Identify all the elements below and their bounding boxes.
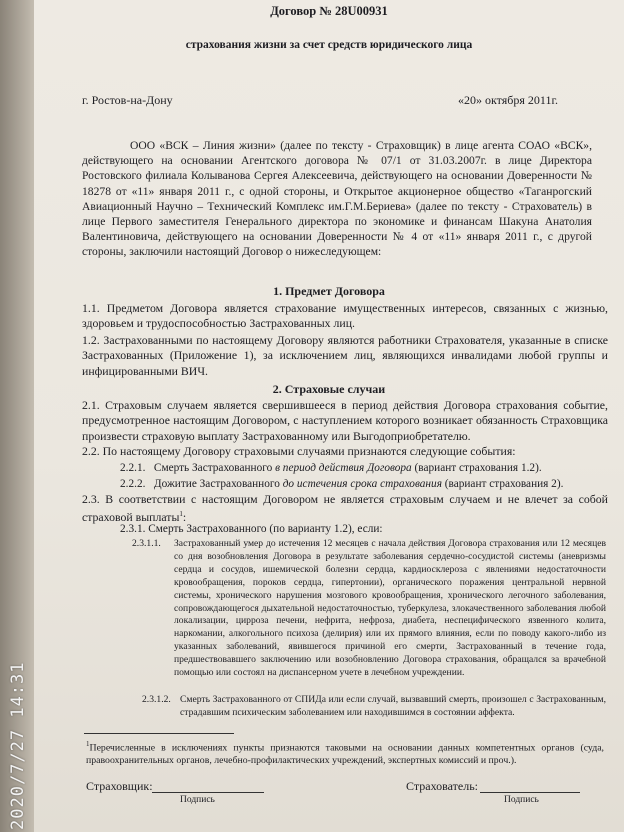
footnote-text: Перечисленные в исключениях пункты признаются таковыми на основании данных компетентных органов (суда, правоохранительных органов, лечебно-профилактических учреждений, экспертных комиссий и проч.). (86, 742, 604, 767)
insurer-label: Страховщик: (86, 779, 153, 793)
clause-text-italic: в период действия Договора (275, 462, 412, 474)
clause-text: Смерть Застрахованного (153, 462, 276, 474)
clause-2-3-1-1: Застрахованный умер до истечения 12 месяцев с начала действия Договора страхования или 12 месяцев со дня возобновления Договора в результате заболевания сердечно-сосудистой системы (аневризмы сердца и сосудов, ишемической болезни сердца, кардиосклероза с явлениями недостаточности кровообращения, пороков сердца, гипертонии), органического поражения центральной нервной системы, хронического нарушения мозгового кровообращения, хронического легочного заболевания, сопровождающегося дыхательной недостаточностью, туберкулеза, злокачественного заболевания любой локализации, цирроза печени, нефрита, нефроза, диабета, неспецифического язвенного колита, наркомании, алкогольного психоза (делирия) или их прямого влияния, если по поводу какого-либо из указанных заболеваний, явившегося причиной его смерти, Застрахованный в течение года, предшествовавшего заключению или возобновлению Договора страхования, обращался за врачебной помощью или состоял на диспансерном учете в лечебном учреждении. (174, 538, 606, 679)
clause-2-3 (82, 492, 608, 526)
city: г. Ростов-на-Дону (82, 93, 173, 107)
clause-2-1: 2.1. Страховым случаем является свершившееся в период действия Договора страхования событие, предусмотренное настоящим Договором, с наступлением которого возникает обязанность Страховщика произвести страховую выплату Застрахованному или Выгодоприобретателю. (82, 398, 608, 443)
insured-label: Страхователь: (406, 779, 478, 793)
clause-2-2-1 (120, 461, 542, 476)
clause-text: (вариант страхования 2). (441, 478, 564, 490)
clause-1-2: 1.2. Застрахованными по настоящему Договору являются работники Страхователя, указанные в списке Застрахованных (Приложение 1), за исключением лиц, являющихся инвалидами любой группы и инфицированными ВИЧ. (82, 333, 608, 378)
section-2-heading: 2. Страховые случаи (272, 382, 386, 396)
preamble-paragraph: ООО «ВСК – Линия жизни» (далее по тексту - Страховщик) в лице агента СОАО «ВСК», действующего на основании Агентского договора № 07/1 от 31.03.2007г. в лице Директора Ростовского филиала Колыванова Сергея Алексеевича, действующего на основании Доверенности № 18278 от «11» января 2011 г., с одной стороны, и Открытое акционерное общество «Таганрогский Авиационный Научно – Технический Комплекс им.Г.М.Бериева» (далее по тексту - Страхователь) в лице Первого заместителя Генерального директора по экономике и финансам Шакуна Анатолия Валентиновича, действующего на основании Доверенности № 4 от «11» января 2011 г., с другой стороны, заключили настоящий Договор о нижеследующем: (82, 139, 592, 259)
document-title: Договор № 28U00931 (270, 4, 388, 18)
document-page (34, 0, 624, 832)
clause-text: : (182, 510, 187, 525)
clause-text-italic: до истечения срока страхования (282, 478, 442, 490)
clause-number: 2.2.1. (120, 462, 146, 474)
section-1-heading: 1. Предмет Договора (273, 284, 385, 298)
clause-1-1: 1.1. Предметом Договора является страхование имущественных интересов, связанных с жизнью, здоровьем и трудоспособностью Застрахованных лиц. (82, 301, 608, 331)
photo-timestamp: 2020/7/27 14:31 (8, 661, 28, 830)
document-subtitle: страхования жизни за счет средств юридического лица (185, 39, 473, 51)
clause-number: 2.2.2. (120, 478, 146, 490)
clause-text: Дожитие Застрахованного (153, 478, 283, 490)
insured-signature-line (480, 792, 580, 793)
clause-text: (вариант страхования 1.2). (411, 462, 542, 474)
clause-2-2-2 (120, 477, 563, 492)
footnote-marker: 1 (86, 740, 90, 748)
footnote (86, 738, 604, 767)
clause-2-3-1-2: Смерть Застрахованного от СПИДа или если случай, вызвавший смерть, произошел с Застрахованным, страдавшим психическим заболеванием или находившимся в состоянии аффекта. (180, 694, 606, 718)
insured-signature-caption: Подпись (504, 795, 539, 805)
clause-number: 2.3.1.1. (132, 538, 161, 549)
clause-2-3-1: 2.3.1. Смерть Застрахованного (по варианту 1.2), если: (120, 523, 383, 535)
clause-number: 2.3.1.2. (142, 694, 171, 705)
footnote-divider (84, 733, 234, 734)
contract-date: «20» октября 2011г. (458, 93, 559, 107)
clause-2-2: 2.2. По настоящему Договору страховыми случаями признаются следующие события: (82, 444, 516, 458)
insurer-signature-line (152, 792, 264, 793)
insurer-signature-caption: Подпись (180, 795, 215, 805)
clause-text: 2.3. В соответствии с настоящим Договором не является страховым случаем и не влечет за собой страховой выплаты (82, 492, 608, 525)
footnote-ref: 1 (179, 510, 183, 519)
